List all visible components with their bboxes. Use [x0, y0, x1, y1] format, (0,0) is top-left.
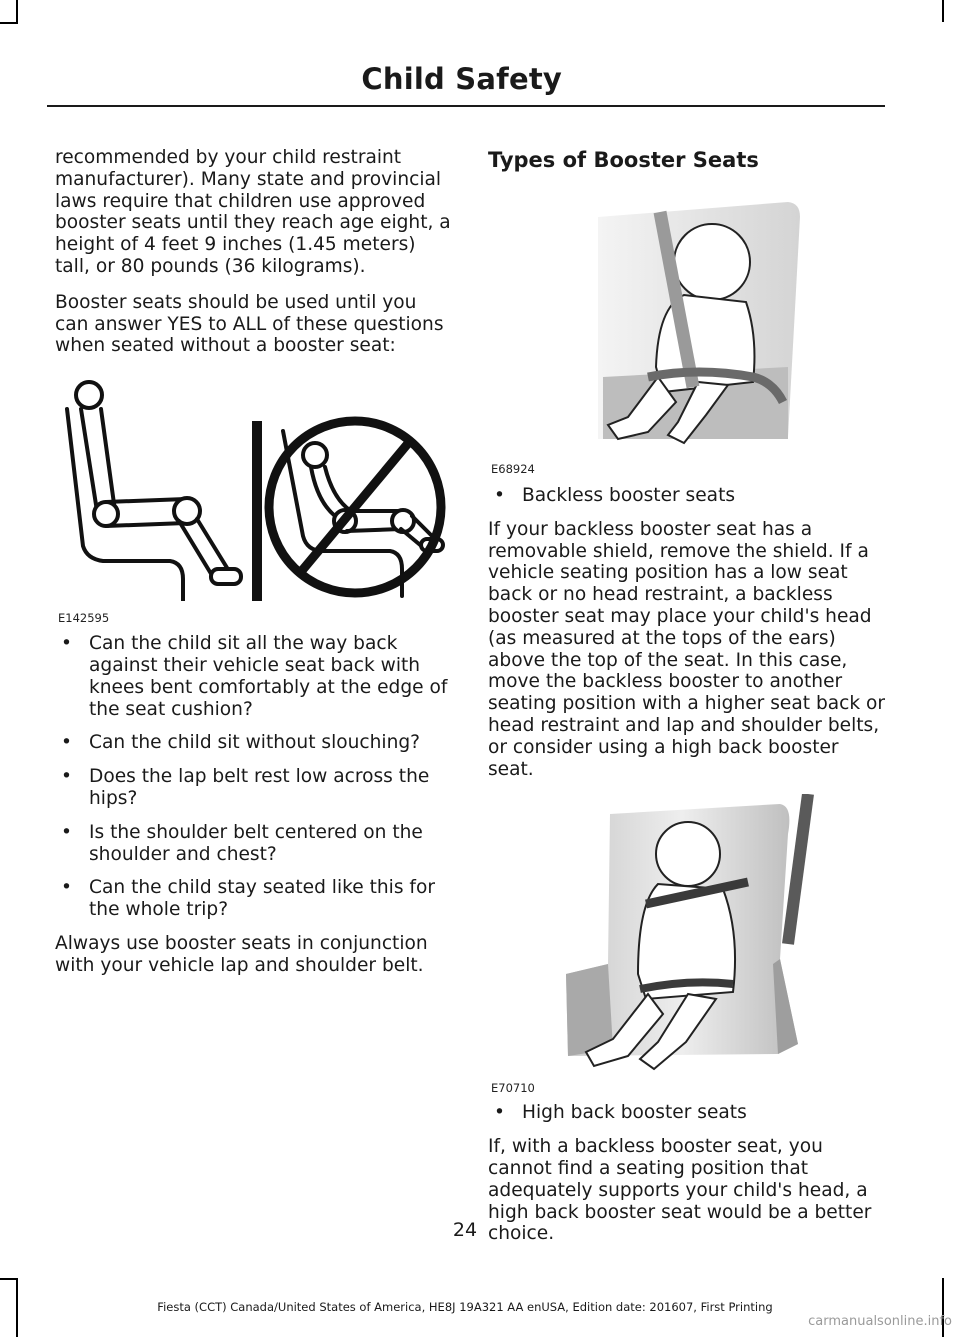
paragraph: recommended by your child restraint manufacturer). Many state and provincial laws require that children use approved booster seats until they reach age eight, a height of 4 feet 9 inches (1.45 meters) tall, or 80 pounds (36 kilograms). [55, 147, 451, 277]
backless-booster-figure [488, 177, 886, 476]
footer-text: Fiesta (CCT) Canada/United States of America, HE8J 19A321 AA enUSA, Edition date: 201607, First Printing [157, 1300, 773, 1314]
seating-posture-illustration [55, 371, 453, 601]
page-title: Child Safety [361, 62, 562, 96]
list-item: • Can the child sit all the way back against their vehicle seat back with knees bent comfortably at the edge of the seat cushion? [55, 633, 453, 720]
list-item [488, 485, 886, 507]
left-column [55, 147, 453, 991]
backless-booster-illustration [488, 177, 886, 457]
seating-posture-figure [55, 371, 453, 626]
paragraph: Booster seats should be used until you can answer YES to ALL of these questions when seated without a booster seat: [55, 291, 444, 357]
figure-code: E70710 [491, 1081, 535, 1096]
figure-code: E142595 [58, 611, 110, 626]
list-item-text: Backless booster seats [522, 485, 736, 506]
paragraph: If, with a backless booster seat, you cannot find a seating position that adequately supports your child's head, a high back booster seat would be a better choice. [488, 1136, 872, 1245]
section-heading: Types of Booster Seats [488, 148, 759, 172]
list-item: • Is the shoulder belt centered on the shoulder and chest? [55, 822, 453, 866]
questions-list [55, 633, 453, 921]
page-number: 24 [452, 1219, 478, 1241]
crop-mark [942, 0, 944, 22]
list-item [488, 1102, 886, 1124]
list-item-text: High back booster seats [522, 1102, 747, 1124]
high-back-booster-figure [488, 794, 886, 1096]
crop-mark [0, 1278, 18, 1280]
header-divider [47, 105, 885, 107]
list-item: • Does the lap belt rest low across the hips? [55, 766, 453, 810]
watermark: carmanualsonline.info [808, 1314, 952, 1329]
list-item: • Can the child stay seated like this for the whole trip? [55, 877, 453, 921]
crop-mark [16, 0, 18, 22]
bullet-glyph: • [494, 1102, 505, 1124]
crop-mark [0, 22, 18, 24]
paragraph: Always use booster seats in conjunction with your vehicle lap and shoulder belt. [55, 932, 428, 976]
paragraph: If your backless booster seat has a removable shield, remove the shield. If a vehicle seating position has a low seat back or no head restraint, a backless booster seat may place your child's head (as measured at the tops of the ears) above the top of the seat. In this case, move the backless booster to another seating position with a higher seat back or head restraint and lap and shoulder belts, or consider using a high back booster seat. [488, 518, 886, 780]
list-item: • Can the child sit without slouching? [55, 732, 453, 754]
high-back-booster-illustration [488, 794, 886, 1084]
figure-code: E68924 [491, 462, 535, 476]
bullet-glyph: • [494, 485, 505, 506]
right-column [488, 147, 886, 1259]
